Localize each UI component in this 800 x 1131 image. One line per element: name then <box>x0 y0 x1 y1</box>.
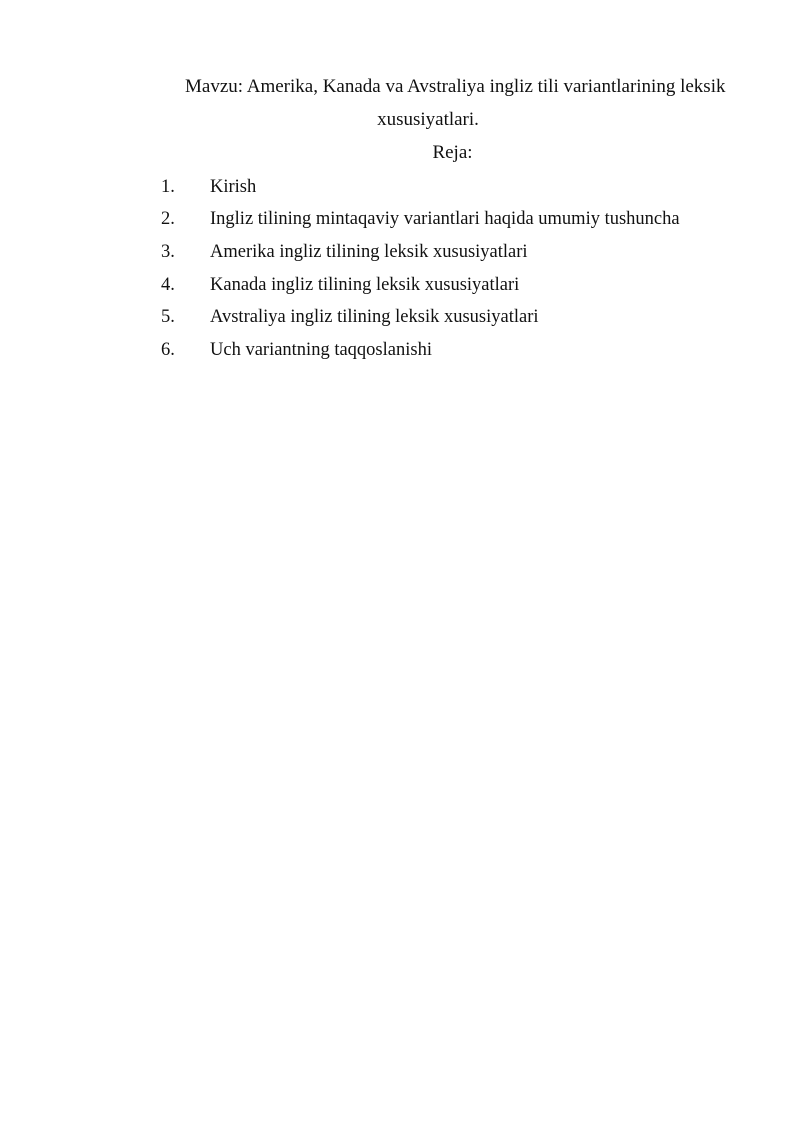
document-title-line-1: Mavzu: Amerika, Kanada va Avstraliya ingliz tili variantlarining leksik <box>185 76 726 97</box>
plan-heading: Reja: <box>432 142 473 163</box>
plan-item <box>161 204 680 237</box>
document-title-line-2: xususiyatlari. <box>377 109 479 130</box>
plan-item-number: 2. <box>161 209 175 230</box>
plan-item-text: Avstraliya ingliz tilining leksik xususiyatlari <box>210 307 539 328</box>
plan-item-number: 1. <box>161 176 175 197</box>
plan-item-number: 4. <box>161 274 175 295</box>
plan-item <box>161 269 680 302</box>
plan-item-text: Uch variantning taqqoslanishi <box>210 339 432 360</box>
plan-item-text: Ingliz tilining mintaqaviy variantlari haqida umumiy tushuncha <box>210 209 680 230</box>
plan-item-text: Kirish <box>210 176 257 197</box>
plan-item-number: 5. <box>161 307 175 328</box>
plan-item-text: Amerika ingliz tilining leksik xususiyatlari <box>210 241 528 262</box>
plan-list <box>161 171 680 367</box>
plan-item <box>161 236 680 269</box>
plan-item-text: Kanada ingliz tilining leksik xususiyatlari <box>210 274 520 295</box>
plan-item-number: 3. <box>161 241 175 262</box>
plan-item <box>161 301 680 334</box>
plan-item <box>161 171 680 204</box>
plan-item-number: 6. <box>161 339 175 360</box>
plan-item <box>161 334 680 367</box>
